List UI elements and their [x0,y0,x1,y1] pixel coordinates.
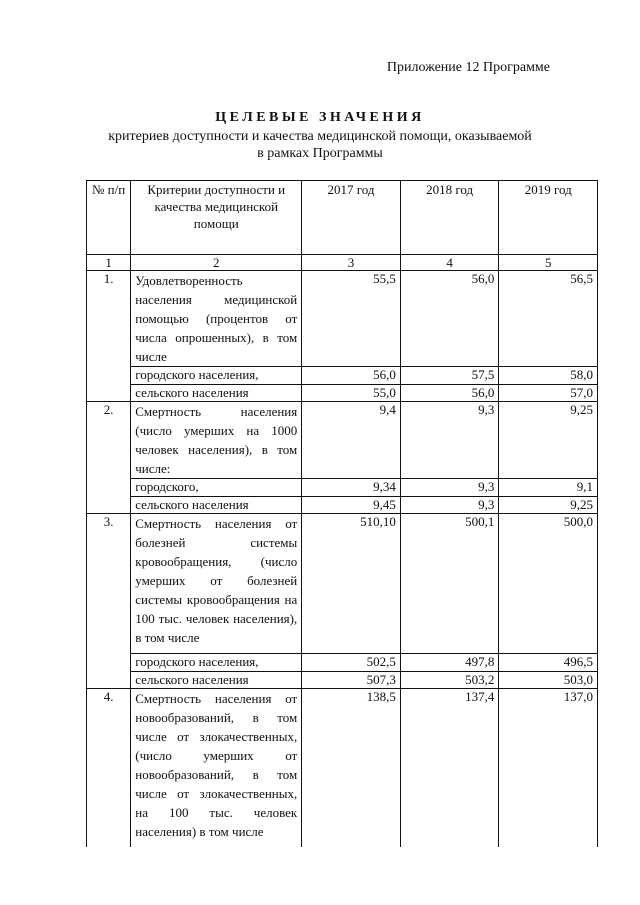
appendix-label: Приложение 12 Программе [386,60,550,75]
table-header-row [87,181,598,255]
value-2018: 500,1 [400,514,499,654]
header-2019: 2019 год [499,181,598,255]
table-row [87,689,598,847]
value-2017: 9,4 [302,402,401,479]
row-number: 4. [87,689,131,847]
value-2018: 503,2 [400,672,499,689]
value-2019: 9,1 [499,479,598,497]
table-subrow [87,672,598,689]
value-2019: 57,0 [499,385,598,402]
value-2019: 9,25 [499,402,598,479]
value-2017: 9,34 [302,479,401,497]
header-num: № п/п [87,181,131,255]
row-number: 2. [87,402,131,514]
subtitle-line: в рамках Программы [257,146,383,161]
value-2017: 510,10 [302,514,401,654]
value-2019: 56,5 [499,271,598,367]
value-2017: 55,0 [302,385,401,402]
index-cell: 5 [499,255,598,271]
value-2018: 56,0 [400,271,499,367]
value-2017: 502,5 [302,654,401,672]
document-subtitle [90,128,550,162]
sub-criteria: городского населения, [131,367,302,385]
criteria-cell: Удовлетворенность населения медицинской помощью (процентов от числа опрошенных), в том числе [131,271,302,367]
value-2018: 56,0 [400,385,499,402]
header-2018: 2018 год [400,181,499,255]
value-2017: 507,3 [302,672,401,689]
row-number: 3. [87,514,131,689]
value-2018: 57,5 [400,367,499,385]
value-2018: 9,3 [400,402,499,479]
subtitle-line: критериев доступности и качества медицинской помощи, оказываемой [108,129,532,144]
value-2017: 138,5 [302,689,401,847]
table-subrow [87,479,598,497]
document-title: ЦЕЛЕВЫЕ ЗНАЧЕНИЯ [215,110,425,125]
value-2019: 500,0 [499,514,598,654]
value-2018: 9,3 [400,479,499,497]
target-values-table [86,180,598,847]
table-subrow [87,654,598,672]
criteria-cell: Смертность населения (число умерших на 1000 человек населения), в том числе: [131,402,302,479]
header-2017: 2017 год [302,181,401,255]
index-cell: 3 [302,255,401,271]
value-2017: 55,5 [302,271,401,367]
column-index-row [87,255,598,271]
value-2019: 9,25 [499,497,598,514]
sub-criteria: городского, [131,479,302,497]
criteria-cell: Смертность населения от болезней системы кровообращения, (число умерших от болезней системы кровообращения на 100 тыс. человек населения), в том числе [131,514,302,654]
value-2019: 503,0 [499,672,598,689]
sub-criteria: сельского населения [131,385,302,402]
value-2018: 9,3 [400,497,499,514]
value-2019: 496,5 [499,654,598,672]
table-row [87,402,598,479]
value-2017: 9,45 [302,497,401,514]
criteria-cell: Смертность населения от новообразований, в том числе от злокачественных, (число умерших от новообразований, в том числе от злокачественных, на 100 тыс. человек населения) в том числе [131,689,302,847]
value-2018: 497,8 [400,654,499,672]
index-cell: 2 [131,255,302,271]
table-subrow [87,367,598,385]
sub-criteria: сельского населения [131,497,302,514]
table-subrow [87,385,598,402]
sub-criteria: городского населения, [131,654,302,672]
index-cell: 4 [400,255,499,271]
value-2017: 56,0 [302,367,401,385]
table-row [87,514,598,654]
sub-criteria: сельского населения [131,672,302,689]
header-criteria: Критерии доступности и качества медицинской помощи [131,181,302,255]
table-subrow [87,497,598,514]
value-2018: 137,4 [400,689,499,847]
index-cell: 1 [87,255,131,271]
row-number: 1. [87,271,131,402]
value-2019: 58,0 [499,367,598,385]
table-row [87,271,598,367]
value-2019: 137,0 [499,689,598,847]
